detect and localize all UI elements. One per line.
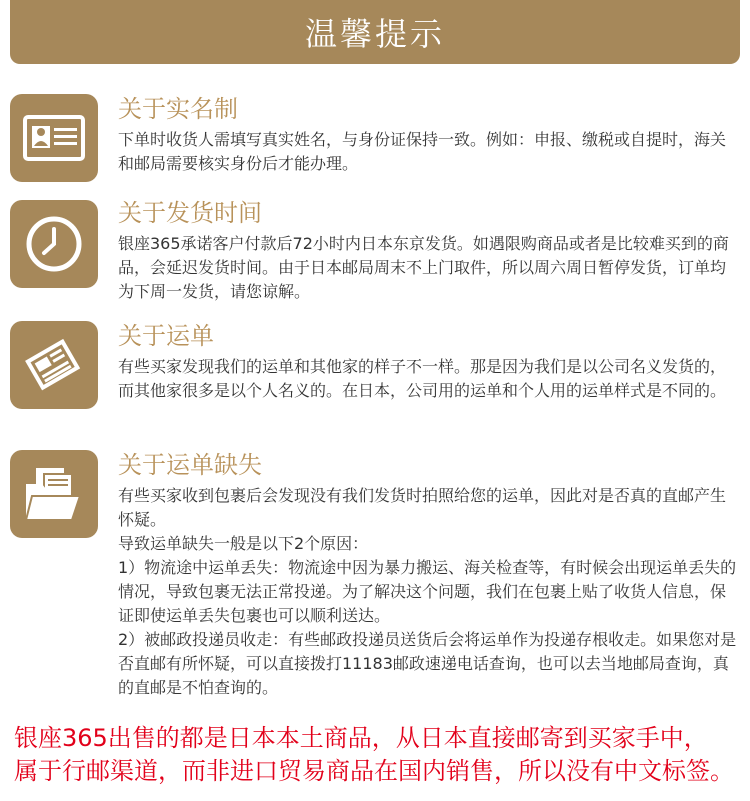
section-paragraph: 2）被邮政投递员收走：有些邮政投递员送货后会将运单作为投递存根收走。如果您对是否直邮有所怀疑，可以直接拨打11183邮政速递电话查询，也可以去当地邮局查询，真的直邮是不怕查询的。 (118, 630, 737, 697)
section-body (118, 484, 740, 700)
section-title: 关于运单缺失 (118, 451, 262, 479)
section-paragraph: 银座365承诺客户付款后72小时内日本东京发货。如遇限购商品或者是比较难买到的商品，会延迟发货时间。由于日本邮局周末不上门取件，所以周六周日暂停发货，订单均为下周一发货，请您谅解。 (118, 234, 729, 301)
newspaper-icon (10, 321, 98, 409)
section-paragraph: 1）物流途中运单丢失：物流途中因为暴力搬运、海关检查等，有时候会出现运单丢失的情况，导致包裹无法正常投递。为了解决这个问题，我们在包裹上贴了收货人信息，保证即使运单丢失包裹也可以顺利送达。 (118, 558, 737, 625)
section-body (118, 355, 740, 403)
section-shipping-time (10, 198, 740, 308)
section-waybill (10, 321, 740, 431)
section-body (118, 232, 740, 304)
header-banner (10, 0, 740, 64)
section-paragraph: 有些买家收到包裹后会发现没有我们发货时拍照给您的运单，因此对是否真的直邮产生怀疑。 (118, 486, 727, 529)
banner-title: 温馨提示 (304, 15, 445, 53)
footer-line: 属于行邮渠道，而非进口贸易商品在国内销售，所以没有中文标签。 (14, 757, 734, 785)
section-body (118, 128, 740, 176)
section-paragraph: 有些买家发现我们的运单和其他家的样子不一样。那是因为我们是以公司名义发货的，而其他家很多是以个人名义的。在日本，公司用的运单和个人用的运单样式是不同的。 (118, 357, 727, 400)
section-title: 关于发货时间 (118, 199, 262, 227)
section-paragraph: 下单时收货人需填写真实姓名，与身份证保持一致。例如：申报、缴税或自提时，海关和邮局需要核实身份后才能办理。 (118, 130, 727, 173)
clock-icon (10, 200, 98, 288)
section-paragraph: 导致运单缺失一般是以下2个原因： (118, 534, 369, 553)
section-title: 关于实名制 (118, 95, 238, 123)
section-missing-waybill (10, 450, 740, 700)
footer-notice (14, 722, 744, 788)
folder-documents-icon (10, 450, 98, 538)
id-card-icon (10, 94, 98, 182)
section-title: 关于运单 (118, 322, 214, 350)
section-real-name (10, 94, 740, 184)
footer-line: 银座365出售的都是日本本土商品，从日本直接邮寄到买家手中， (14, 724, 708, 752)
